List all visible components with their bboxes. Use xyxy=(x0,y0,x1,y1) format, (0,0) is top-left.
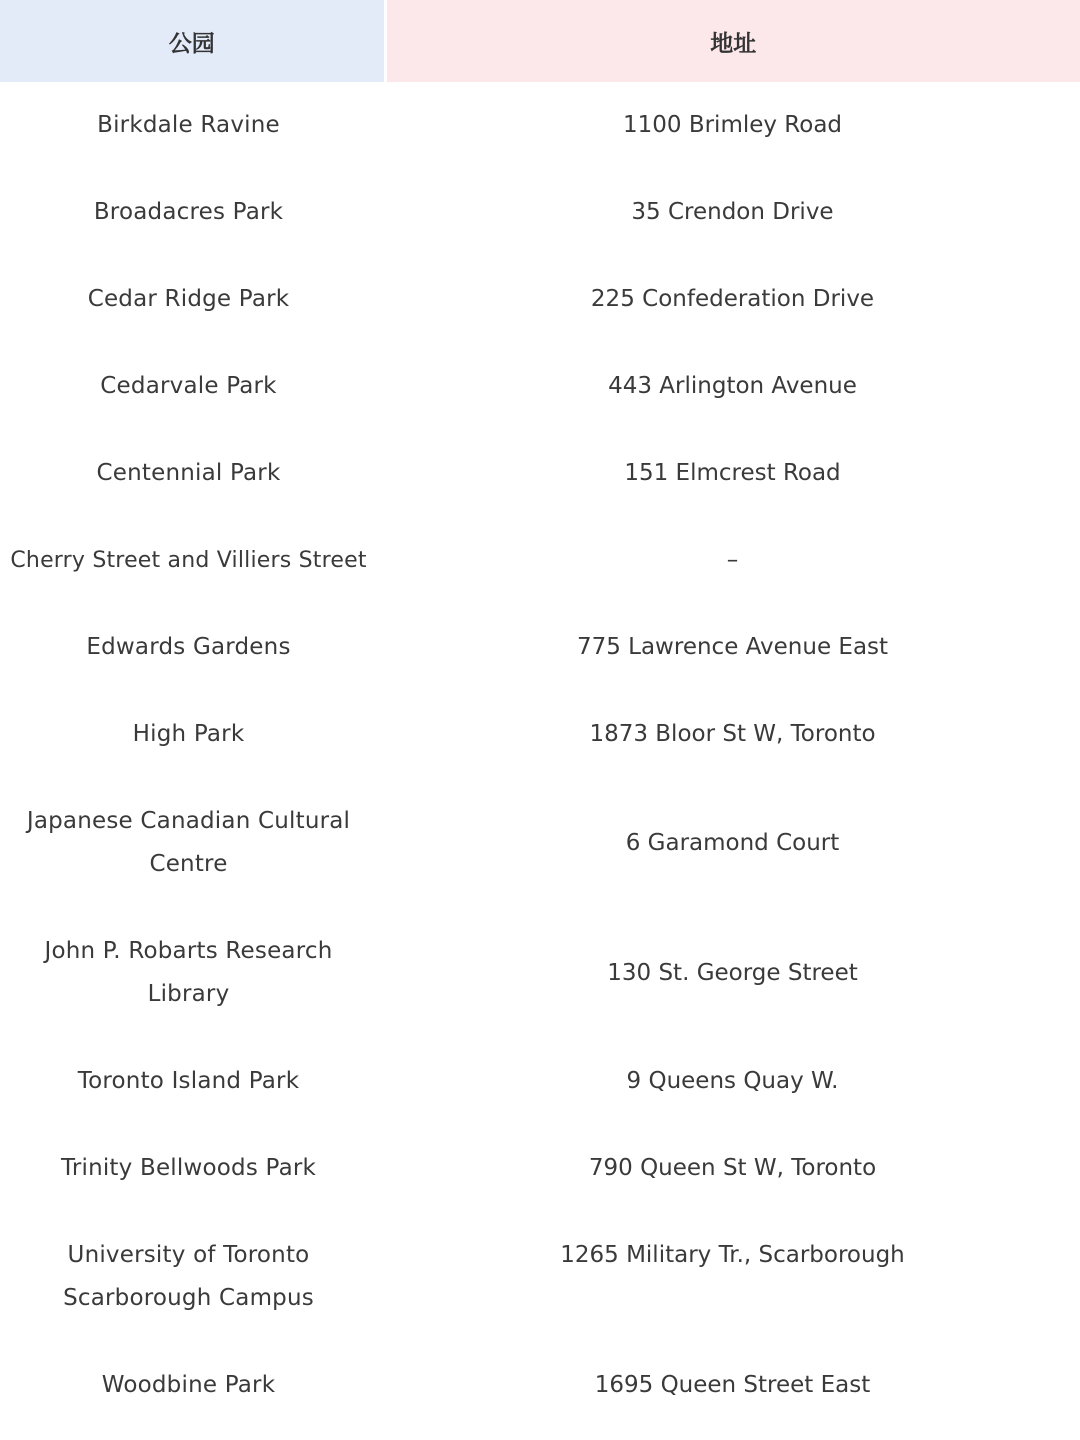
address-cell: 130 St. George Street xyxy=(607,959,858,986)
address-cell: 151 Elmcrest Road xyxy=(624,460,841,486)
table-row xyxy=(0,1212,1080,1342)
park-cell: Toronto Island Park xyxy=(77,1068,300,1094)
park-cell: Birkdale Ravine xyxy=(97,112,280,138)
address-cell: 1100 Brimley Road xyxy=(622,112,843,138)
park-cell: University of Toronto Scarborough Campus xyxy=(63,1242,314,1311)
table-row xyxy=(0,604,1080,691)
table-row xyxy=(0,343,1080,430)
table-row xyxy=(0,82,1080,169)
park-cell: Cherry Street and Villiers Street xyxy=(10,548,367,573)
table-row xyxy=(0,1125,1080,1212)
table-row xyxy=(0,908,1080,1038)
park-cell: High Park xyxy=(132,721,245,747)
header-row xyxy=(0,0,1080,82)
table-row xyxy=(0,778,1080,908)
table-row xyxy=(0,1342,1080,1429)
park-cell: Cedar Ridge Park xyxy=(87,286,290,312)
table-row xyxy=(0,1038,1080,1125)
address-cell: – xyxy=(726,547,739,573)
table-row xyxy=(0,169,1080,256)
park-cell: John P. Robarts Research Library xyxy=(44,938,333,1007)
address-cell: 225 Confederation Drive xyxy=(590,286,875,312)
column-header-address: 地址 xyxy=(385,0,1080,82)
address-cell: 35 Crendon Drive xyxy=(631,199,834,225)
address-cell: 1873 Bloor St W, Toronto xyxy=(589,721,876,747)
address-cell: 790 Queen St W, Toronto xyxy=(588,1155,877,1181)
address-cell: 6 Garamond Court xyxy=(625,829,840,856)
table-header xyxy=(0,0,1080,82)
table-row xyxy=(0,256,1080,343)
address-cell: 1265 Military Tr., Scarborough xyxy=(560,1242,905,1268)
table-body xyxy=(0,82,1080,1429)
address-cell: 775 Lawrence Avenue East xyxy=(576,634,889,660)
park-cell: Centennial Park xyxy=(96,460,281,486)
address-cell: 443 Arlington Avenue xyxy=(608,373,857,399)
park-cell: Japanese Canadian Cultural Centre xyxy=(26,808,351,877)
column-header-park: 公园 xyxy=(0,0,385,82)
park-cell: Woodbine Park xyxy=(101,1372,276,1398)
table-row xyxy=(0,430,1080,517)
table-row xyxy=(0,691,1080,778)
park-cell: Broadacres Park xyxy=(93,199,284,225)
park-cell: Cedarvale Park xyxy=(100,373,277,399)
park-cell: Trinity Bellwoods Park xyxy=(60,1155,317,1181)
address-cell: 9 Queens Quay W. xyxy=(626,1068,839,1094)
table-row xyxy=(0,517,1080,604)
park-cell: Edwards Gardens xyxy=(86,634,291,660)
address-cell: 1695 Queen Street East xyxy=(594,1372,871,1398)
